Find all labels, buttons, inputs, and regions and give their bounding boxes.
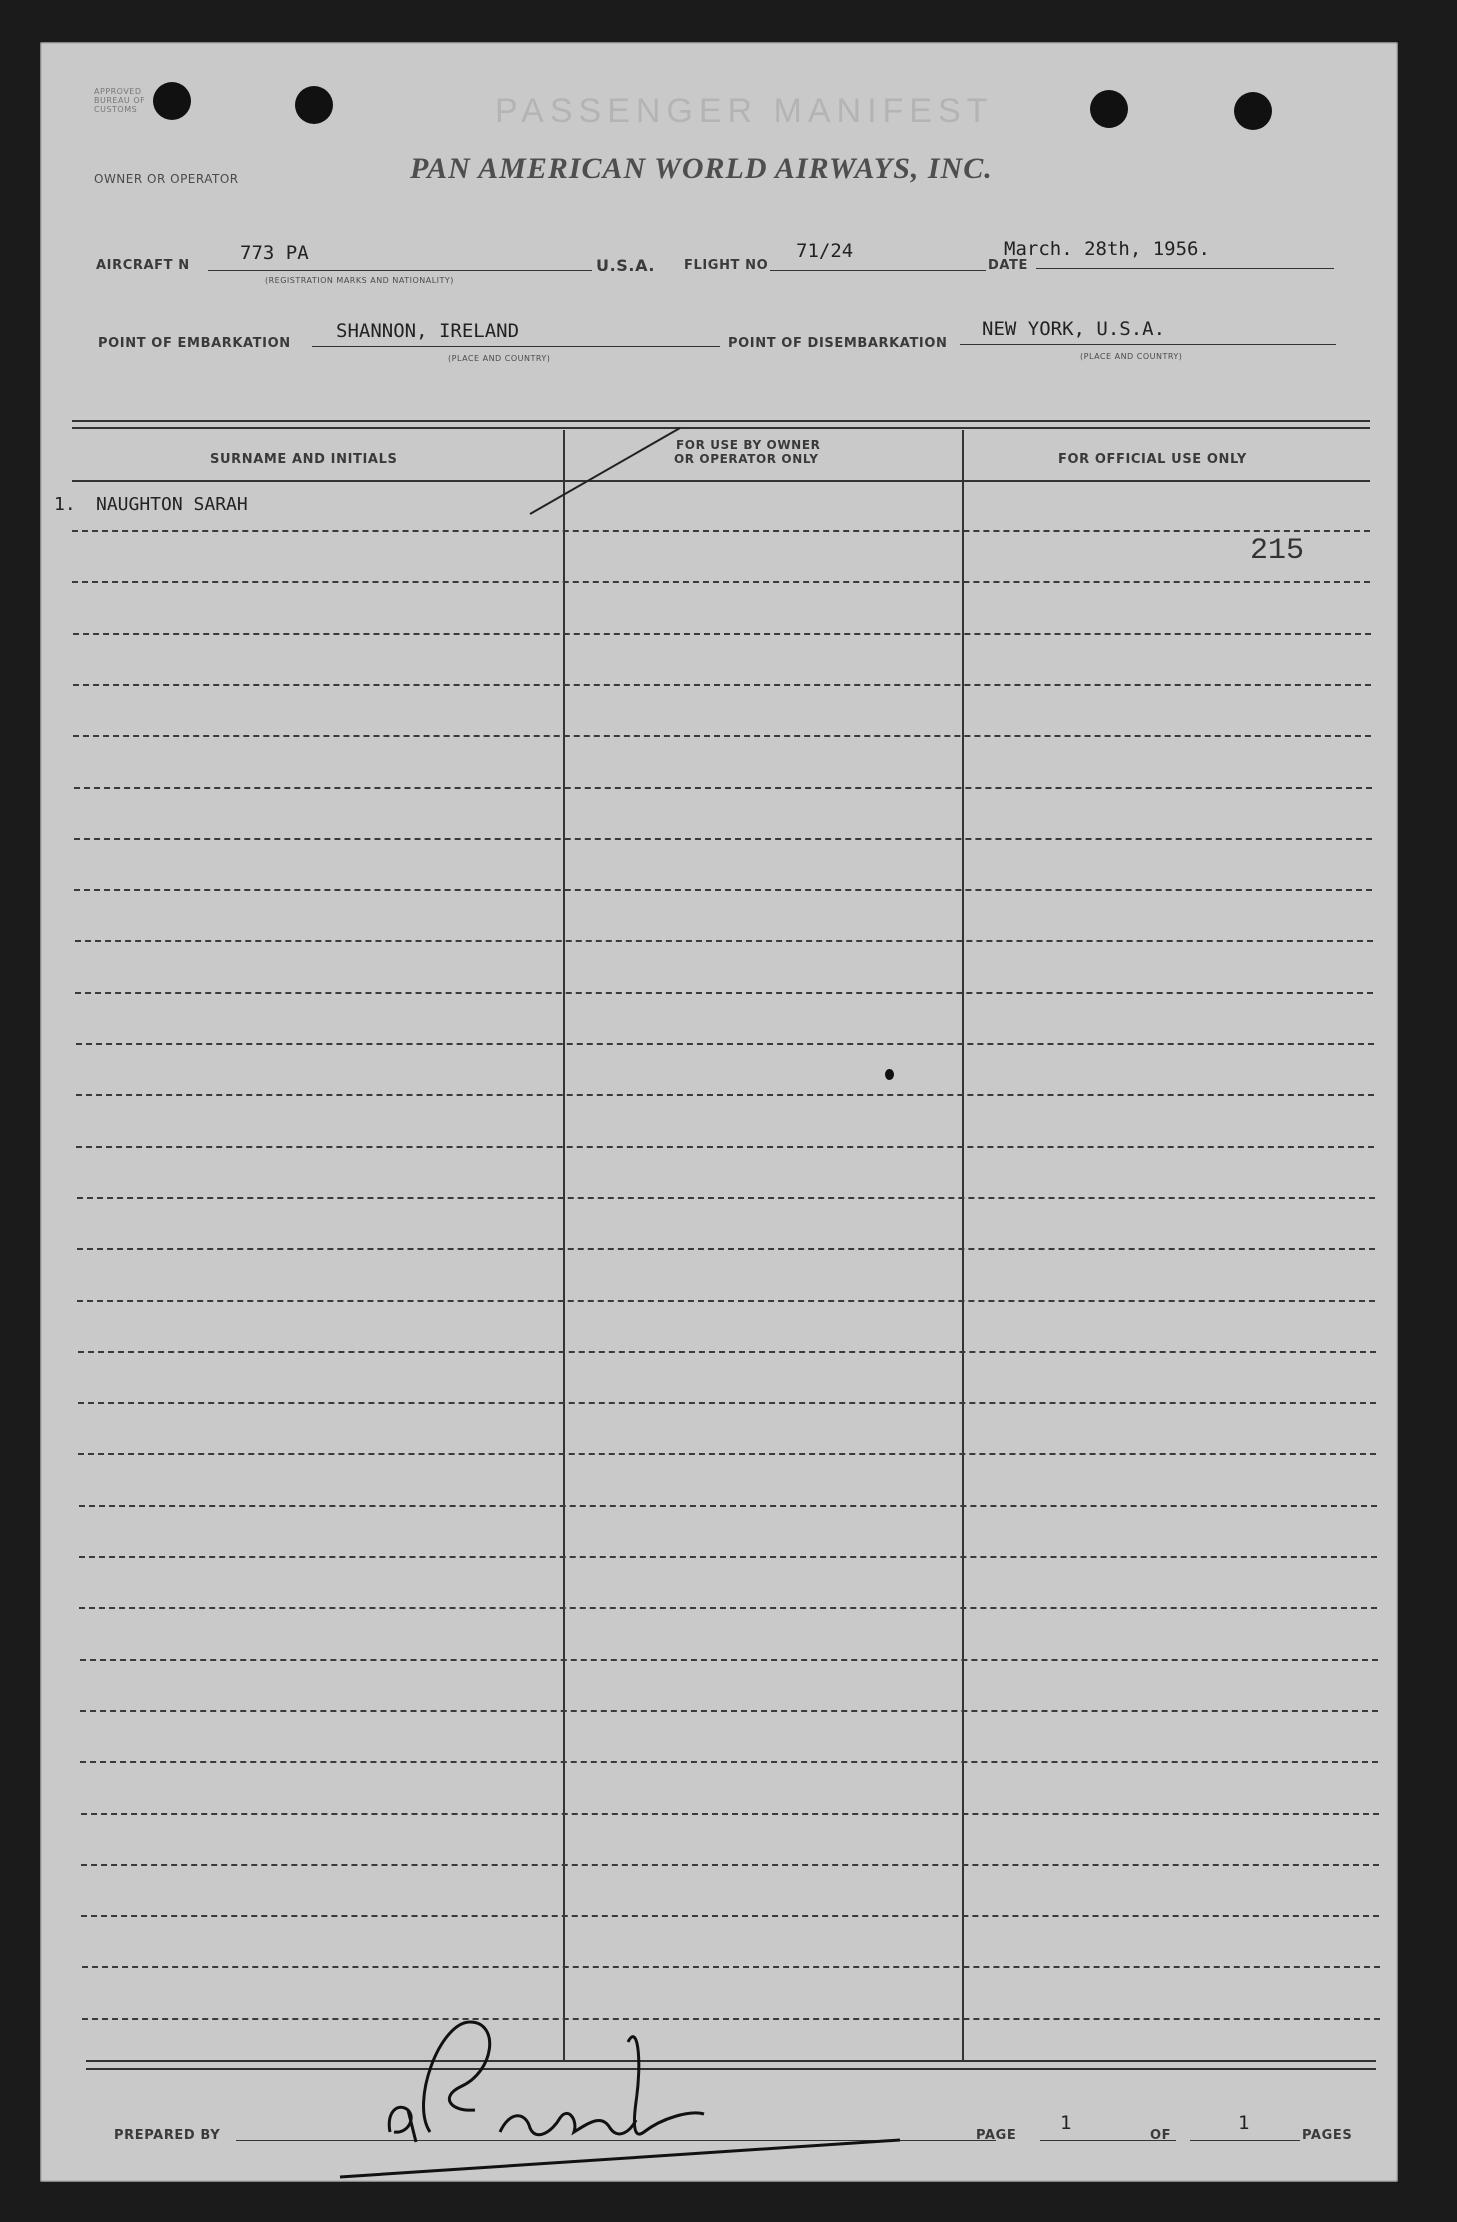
- disembark-sublabel: (PLACE AND COUNTRY): [1080, 352, 1183, 361]
- pen-stroke: [520, 422, 690, 522]
- table-row-line: [78, 1402, 1376, 1404]
- page-number: 1: [1060, 2112, 1072, 2134]
- col-header-official: FOR OFFICIAL USE ONLY: [1058, 452, 1247, 467]
- punch-hole: [1234, 92, 1272, 130]
- column-divider: [962, 430, 964, 2060]
- table-row-line: [81, 1864, 1379, 1866]
- table-row-line: [81, 1915, 1379, 1917]
- table-row-line: [77, 1300, 1375, 1302]
- col-header-operator-1: FOR USE BY OWNER: [676, 438, 821, 452]
- row-number: 1.: [54, 494, 76, 515]
- embark-label: POINT OF EMBARKATION: [98, 336, 291, 351]
- passenger-name: NAUGHTON SARAH: [96, 494, 248, 515]
- table-row-line: [73, 684, 1371, 686]
- disembark-label: POINT OF DISEMBARKATION: [728, 336, 948, 351]
- table-row-line: [72, 530, 1370, 532]
- owner-stamp: PAN AMERICAN WORLD AIRWAYS, INC.: [410, 152, 993, 185]
- table-row-line: [74, 838, 1372, 840]
- pages-label: PAGES: [1302, 2128, 1353, 2143]
- table-row-line: [78, 1453, 1376, 1455]
- table-row-line: [73, 633, 1371, 635]
- table-row-line: [73, 735, 1371, 737]
- of-label: OF: [1150, 2128, 1172, 2143]
- punch-hole: [1090, 90, 1128, 128]
- aircraft-sublabel: (REGISTRATION MARKS AND NATIONALITY): [265, 276, 454, 285]
- table-row-line: [80, 1710, 1378, 1712]
- page-title: PASSENGER MANIFEST: [495, 92, 994, 130]
- punch-hole: [295, 86, 333, 124]
- page-label: PAGE: [976, 2128, 1017, 2143]
- table-row-line: [74, 889, 1372, 891]
- approval-note: APPROVED BUREAU OF CUSTOMS: [94, 87, 146, 114]
- table-row-line: [79, 1607, 1377, 1609]
- table-row-line: [74, 787, 1372, 789]
- date-value: March. 28th, 1956.: [1004, 238, 1210, 260]
- col-header-surname: SURNAME AND INITIALS: [210, 452, 398, 467]
- official-mark: 215: [1250, 534, 1305, 568]
- table-row-line: [75, 992, 1373, 994]
- col-header-operator-2: OR OPERATOR ONLY: [674, 452, 819, 466]
- table-row-line: [79, 1505, 1377, 1507]
- table-row-line: [80, 1761, 1378, 1763]
- signature: [290, 1982, 930, 2182]
- flight-value: 71/24: [796, 240, 854, 262]
- table-row-line: [76, 1146, 1374, 1148]
- table-row-line: [76, 1094, 1374, 1096]
- aircraft-value: 773 PA: [240, 242, 309, 264]
- flight-label: FLIGHT NO: [684, 258, 769, 273]
- table-row-line: [77, 1248, 1375, 1250]
- embark-sublabel: (PLACE AND COUNTRY): [448, 354, 551, 363]
- ink-dot: [885, 1069, 894, 1080]
- aircraft-label: AIRCRAFT N: [96, 258, 190, 273]
- table-row-line: [77, 1197, 1375, 1199]
- table-row-line: [75, 940, 1373, 942]
- table-row-line: [82, 1966, 1380, 1968]
- column-divider: [563, 430, 565, 2060]
- table-row-line: [80, 1659, 1378, 1661]
- owner-label: OWNER OR OPERATOR: [94, 172, 239, 186]
- embark-value: SHANNON, IRELAND: [336, 320, 520, 342]
- table-row-line: [72, 581, 1370, 583]
- table-row-line: [78, 1351, 1376, 1353]
- manifest-document: [40, 42, 1398, 2182]
- total-pages: 1: [1238, 2112, 1250, 2134]
- table-row-line: [81, 1813, 1379, 1815]
- date-label: DATE: [988, 258, 1028, 273]
- disembark-value: NEW YORK, U.S.A.: [982, 318, 1166, 340]
- table-row-line: [79, 1556, 1377, 1558]
- prepared-by-label: PREPARED BY: [114, 2128, 221, 2143]
- table-row-line: [76, 1043, 1374, 1045]
- nationality: U.S.A.: [596, 256, 656, 275]
